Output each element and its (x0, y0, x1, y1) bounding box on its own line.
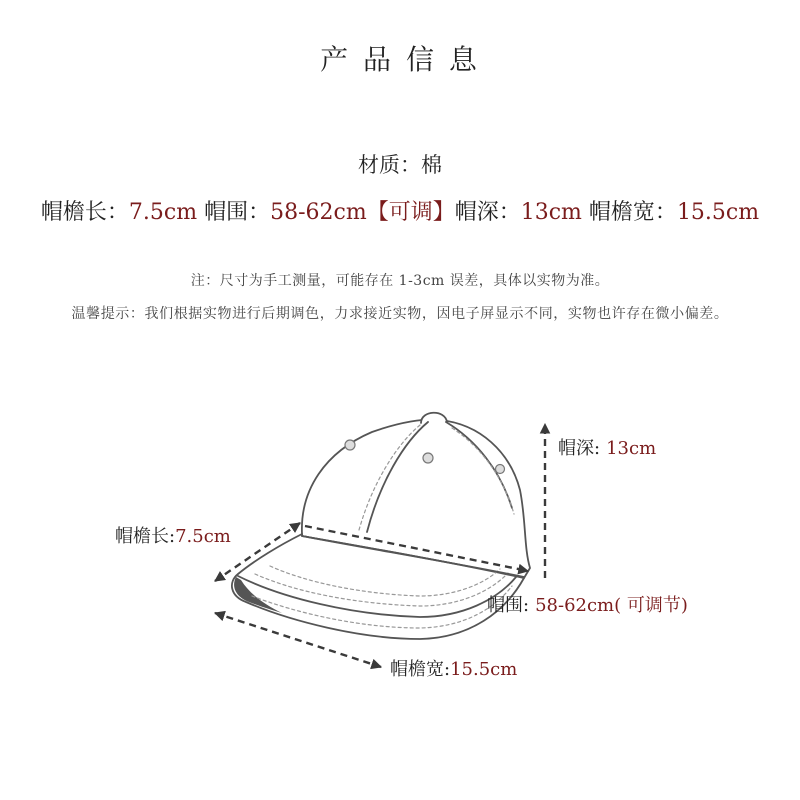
spec-brim-length-value: 7.5cm (128, 200, 198, 225)
brim-length-label (115, 525, 231, 549)
spec-brim-length (41, 199, 197, 227)
spec-circumference (204, 199, 455, 227)
spec-circumference-note: 【可调】 (366, 200, 455, 225)
cap-eyelet (423, 453, 433, 463)
material-label: 材质： (358, 153, 421, 177)
spec-circumference-label: 帽围： (204, 200, 271, 225)
spec-brim-width-label: 帽檐宽： (588, 200, 677, 225)
spec-brim-width (589, 199, 759, 227)
brim-length-label-text: 帽檐长: (115, 526, 176, 547)
depth-label-text: 帽深: (558, 438, 601, 459)
cap-eyelet (345, 440, 355, 450)
depth-value: 13cm (606, 438, 657, 459)
spec-depth-label: 帽深： (454, 200, 521, 225)
spec-line (0, 199, 800, 227)
spec-circumference-value: 58-62cm (270, 200, 367, 225)
material-value: 棉 (421, 153, 442, 177)
depth-label (558, 437, 656, 461)
spec-depth-value: 13cm (520, 200, 582, 225)
circumference-label-text: 帽围: (487, 595, 530, 616)
color-tip-note: 温馨提示：我们根据实物进行后期调色，力求接近实物，因电子屏显示不同，实物也许存在微小偏差。 (71, 306, 729, 322)
spec-brim-length-label: 帽檐长： (40, 200, 129, 225)
spec-brim-width-value: 15.5cm (676, 200, 760, 225)
circumference-value: 58-62cm( 可调节) (535, 595, 688, 616)
material-line (0, 152, 800, 178)
brim-width-value: 15.5cm (450, 659, 518, 680)
spec-depth (455, 199, 582, 227)
brim-width-label (390, 658, 517, 682)
cap-eyelet (496, 465, 505, 474)
brim-length-value: 7.5cm (175, 526, 231, 547)
measurement-note: 注：尺寸为手工测量，可能存在 1-3cm 误差，具体以实物为准。 (190, 273, 610, 289)
cap-button (421, 413, 447, 423)
baseball-cap-illustration (232, 413, 530, 639)
brim-width-label-text: 帽檐宽: (390, 659, 451, 680)
page-title: 产 品 信 息 (320, 43, 480, 76)
circumference-label (487, 594, 688, 618)
